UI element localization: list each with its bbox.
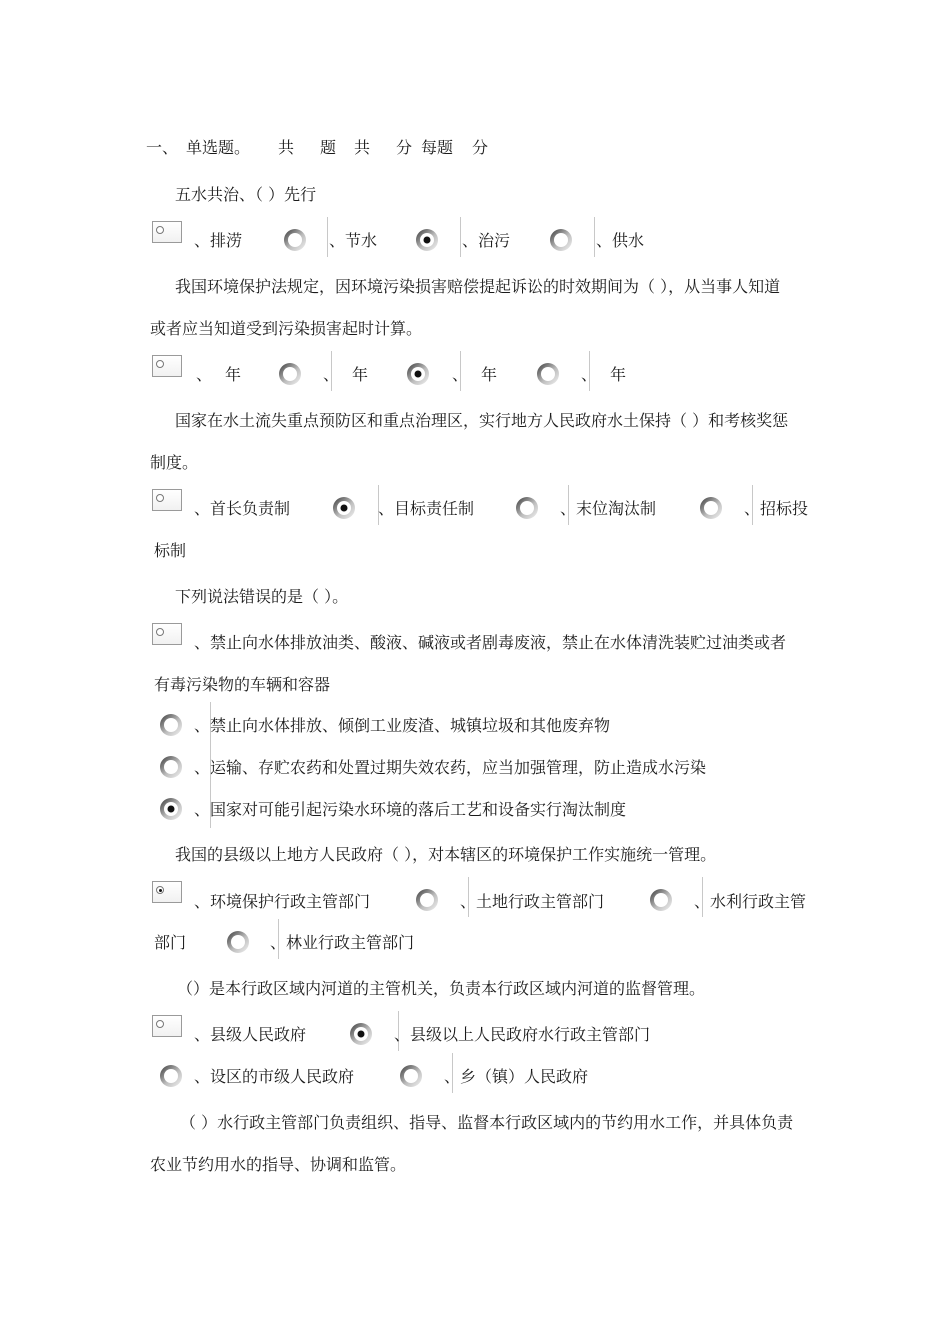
question-stem: 我国的县级以上地方人民政府（ ），对本辖区的环境保护工作实施统一管理。: [175, 845, 717, 864]
radio-option-a[interactable]: [152, 489, 182, 511]
option-label: 、目标责任制: [378, 499, 475, 518]
option-label: 年: [352, 365, 369, 384]
question-stem: 国家在水土流失重点预防区和重点治理区，实行地方人民政府水土保持（ ）和考核奖惩: [175, 411, 789, 430]
option-label: 、县级以上人民政府水行政主管部门: [394, 1025, 651, 1044]
radio-option-a[interactable]: [152, 221, 182, 243]
option-sep: 、: [323, 365, 340, 384]
radio-option-c[interactable]: [648, 887, 674, 913]
radio-option-c[interactable]: [158, 754, 184, 780]
question-stem: 制度。: [150, 453, 199, 472]
radio-option-c[interactable]: [158, 1063, 184, 1089]
option-label: 、禁止向水体排放、倾倒工业废渣、城镇垃圾和其他废弃物: [194, 716, 611, 735]
section-word-points2: 分: [472, 138, 489, 157]
radio-option-c-selected[interactable]: [414, 227, 440, 253]
radio-option-a[interactable]: [152, 1015, 182, 1037]
section-word-each: 每题: [421, 138, 454, 157]
option-label: 、治污: [462, 231, 511, 250]
question-stem: 农业节约用水的指导、协调和监管。: [150, 1155, 407, 1174]
section-title: 单选题。: [186, 138, 251, 157]
option-label: 、林业行政主管部门: [270, 933, 415, 952]
question-stem: 下列说法错误的是（ ）。: [175, 587, 349, 606]
question-stem: 五水共治、（ ）先行: [175, 185, 317, 204]
section-number: 一、: [146, 138, 179, 157]
question-stem: 或者应当知道受到污染损害起时计算。: [150, 319, 423, 338]
radio-option-d[interactable]: [535, 361, 561, 387]
section-word-points: 分: [396, 138, 413, 157]
radio-option-d[interactable]: [398, 1063, 424, 1089]
option-label: 、国家对可能引起污染水环境的落后工艺和设备实行淘汰制度: [194, 800, 627, 819]
option-label: 、县级人民政府: [194, 1025, 307, 1044]
radio-option-b-selected[interactable]: [331, 495, 357, 521]
option-label: 、禁止向水体排放油类、酸液、碱液或者剧毒废液，禁止在水体清洗装贮过油类或者: [194, 633, 787, 652]
radio-option-d[interactable]: [698, 495, 724, 521]
option-label-wrap: 有毒污染物的车辆和容器: [154, 675, 331, 694]
option-label: 、运输、存贮农药和处置过期失效农药，应当加强管理，防止造成水污染: [194, 758, 707, 777]
radio-option-a[interactable]: [152, 623, 182, 645]
radio-option-d[interactable]: [548, 227, 574, 253]
section-word-total2: 共: [354, 138, 371, 157]
option-label-wrap: 标制: [154, 541, 187, 560]
option-sep: 、: [452, 365, 469, 384]
option-label: 、设区的市级人民政府: [194, 1067, 355, 1086]
option-label: 、招标投: [744, 499, 809, 518]
divider: [327, 217, 328, 257]
option-sep: 、: [196, 365, 213, 384]
divider: [594, 217, 595, 257]
option-label: 、供水: [596, 231, 645, 250]
radio-option-c-selected[interactable]: [405, 361, 431, 387]
option-label: 、节水: [329, 231, 378, 250]
option-label: 年: [481, 365, 498, 384]
radio-option-b[interactable]: [158, 712, 184, 738]
section-word-questions: 题: [320, 138, 337, 157]
radio-option-a-selected[interactable]: [152, 881, 182, 903]
radio-option-c[interactable]: [514, 495, 540, 521]
radio-option-b[interactable]: [277, 361, 303, 387]
option-label: 、乡（镇）人民政府: [444, 1067, 589, 1086]
option-label: 、末位淘汰制: [560, 499, 657, 518]
section-word-total: 共: [278, 138, 295, 157]
radio-option-b[interactable]: [414, 887, 440, 913]
option-label: 、排涝: [194, 231, 243, 250]
option-label: 年: [225, 365, 242, 384]
radio-option-d[interactable]: [225, 929, 251, 955]
question-stem: （ ）水行政主管部门负责组织、指导、监督本行政区域内的节约用水工作，并具体负责: [180, 1113, 794, 1132]
option-label: 、土地行政主管部门: [460, 892, 605, 911]
option-sep: 、: [581, 365, 598, 384]
radio-option-b-selected[interactable]: [348, 1021, 374, 1047]
radio-option-d-selected[interactable]: [158, 796, 184, 822]
radio-option-b[interactable]: [282, 227, 308, 253]
question-stem: 我国环境保护法规定，因环境污染损害赔偿提起诉讼的时效期间为（ ），从当事人知道: [175, 277, 781, 296]
option-label: 、环境保护行政主管部门: [194, 892, 371, 911]
option-label: 年: [610, 365, 627, 384]
question-stem: （）是本行政区域内河道的主管机关，负责本行政区域内河道的监督管理。: [177, 979, 706, 998]
option-label: 、首长负责制: [194, 499, 291, 518]
radio-option-a[interactable]: [152, 355, 182, 377]
option-label: 、水利行政主管: [694, 892, 807, 911]
divider: [460, 217, 461, 257]
option-label-wrap: 部门: [154, 933, 187, 952]
